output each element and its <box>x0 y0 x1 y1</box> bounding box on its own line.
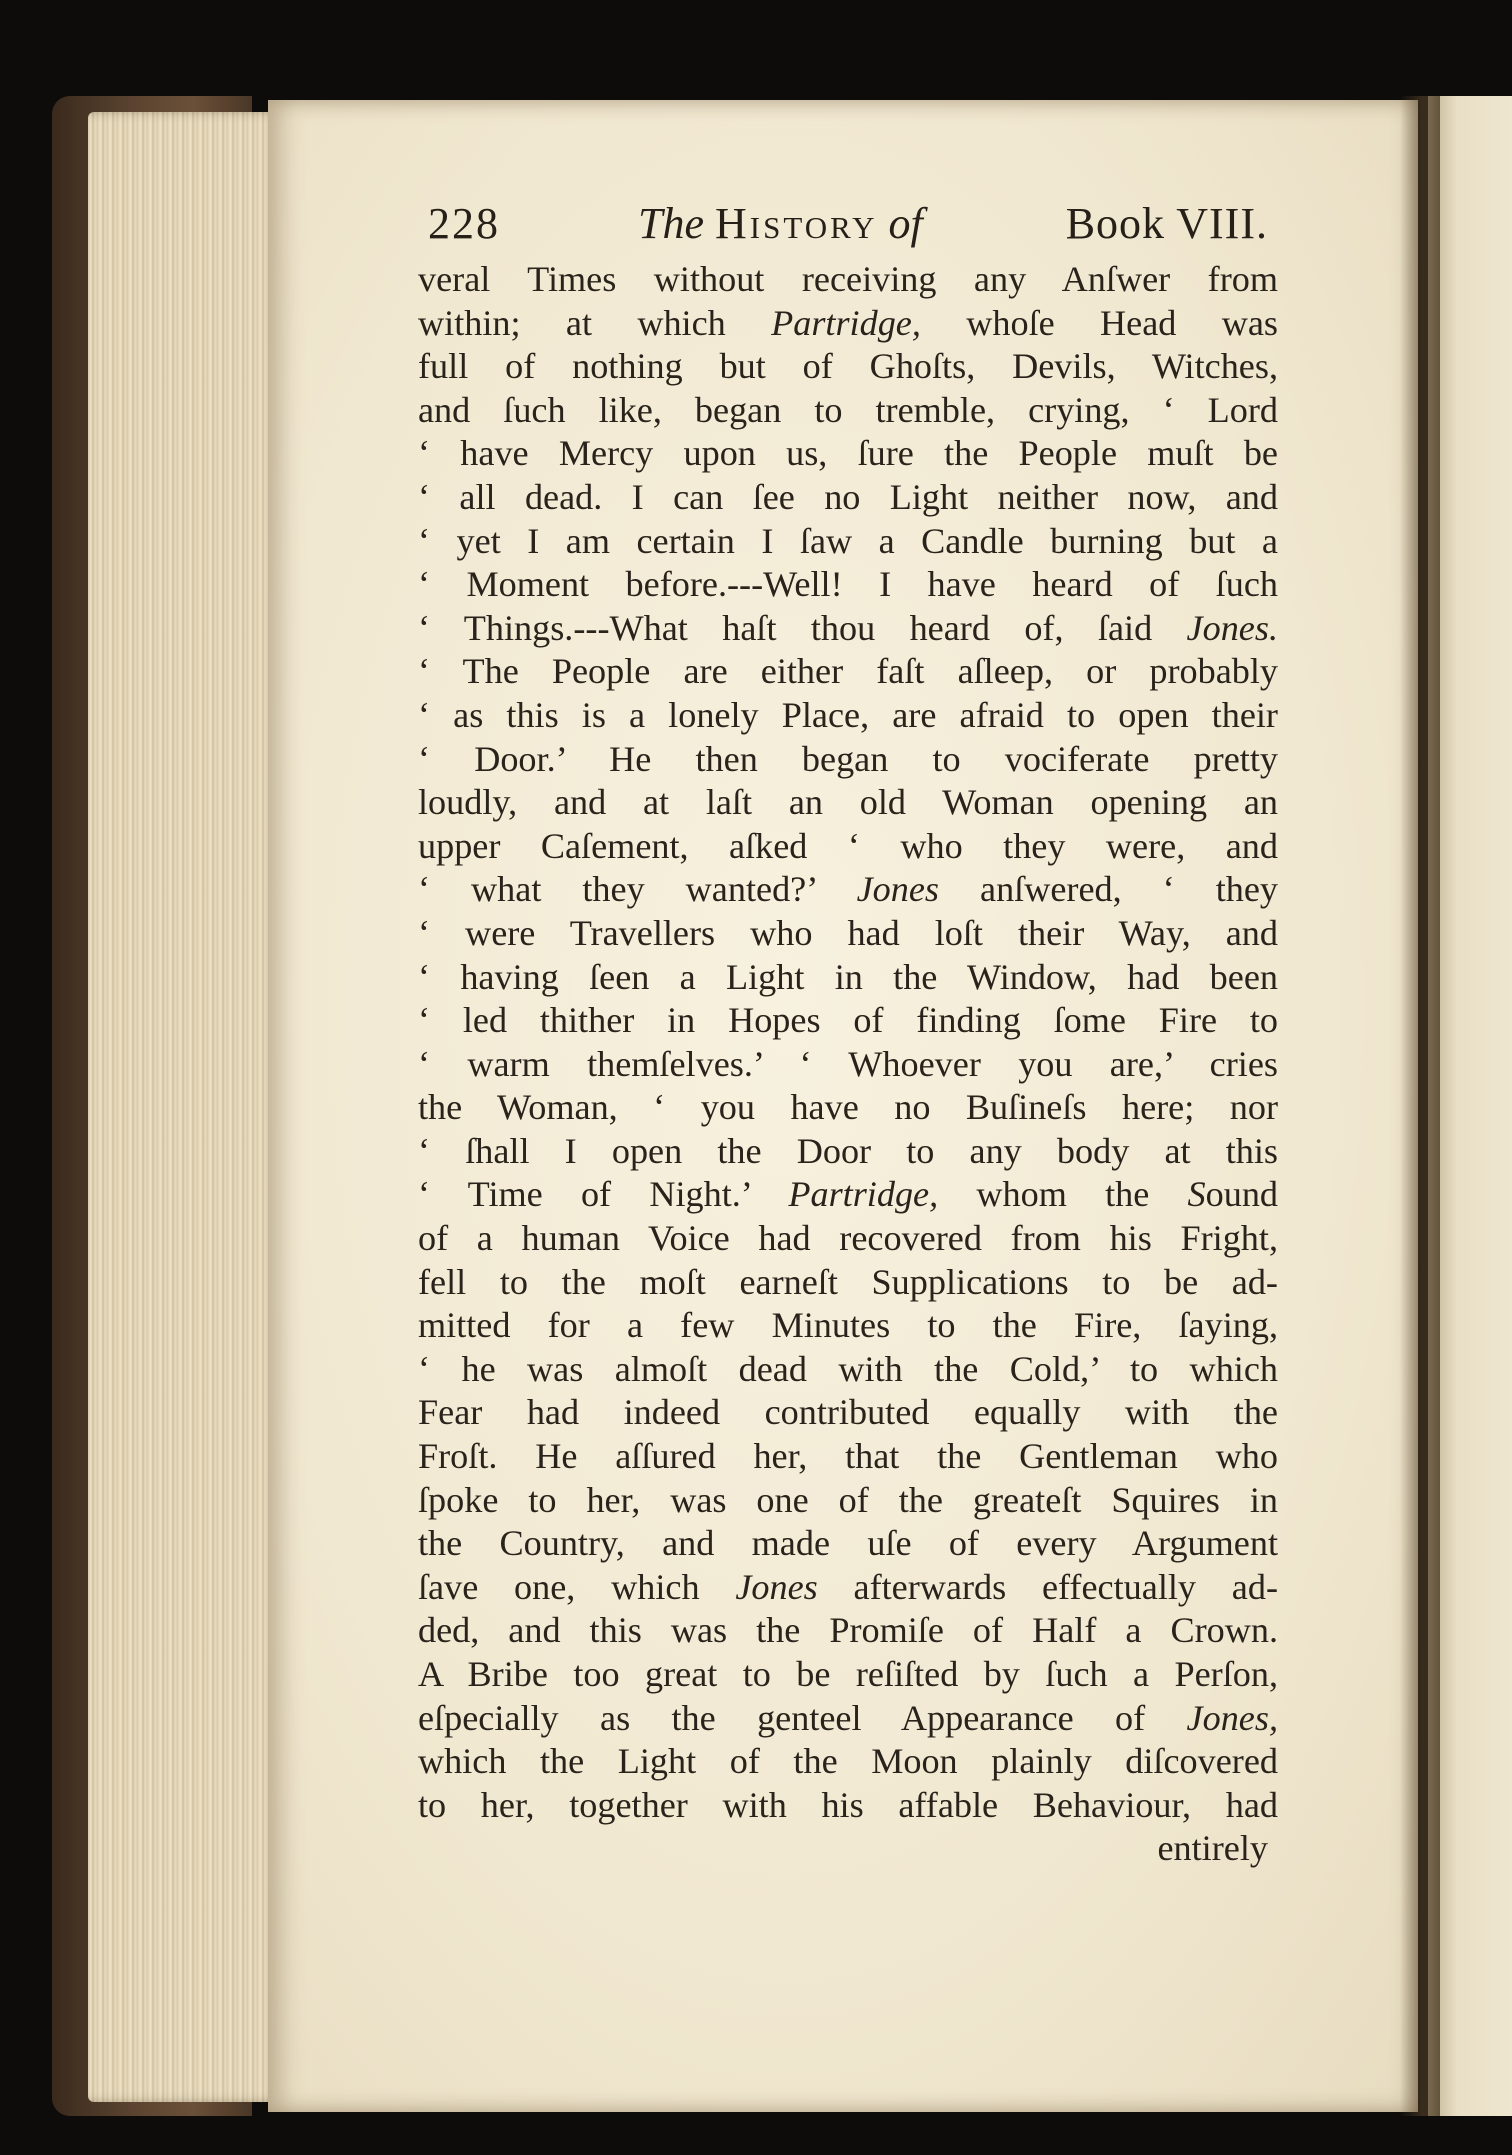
text-line: ‘ what they wanted?’ Jones anſwered, ‘ they <box>418 869 1279 910</box>
running-head <box>428 196 1268 252</box>
text-line: ſave one, which Jones afterwards effectually ad- <box>418 1566 1278 1607</box>
gutter-shadow <box>1400 96 1440 2116</box>
running-title-the: The <box>638 199 704 248</box>
book-page <box>268 100 1418 2112</box>
book-label: Book VIII. <box>1065 199 1268 248</box>
text-line: loudly, and at laſt an old Woman opening an <box>418 782 1278 823</box>
text-line: fell to the moſt earneſt Supplications to be ad- <box>418 1261 1278 1302</box>
text-line: ‘ as this is a lonely Place, are afraid to open their <box>418 694 1278 735</box>
text-line: which the Light of the Moon plainly diſcovered <box>418 1741 1278 1782</box>
text-line: within; at which Partridge, whoſe Head was <box>418 302 1278 343</box>
running-title-history: History <box>715 199 878 248</box>
catchword: entirely <box>1157 1828 1268 1869</box>
text-line: full of nothing but of Ghoſts, Devils, Witches, <box>418 346 1278 387</box>
page-number: 228 <box>428 199 500 248</box>
text-line: the Country, and made uſe of every Argument <box>418 1523 1278 1564</box>
text-line: A Bribe too great to be reſiſted by ſuch a Perſon, <box>418 1654 1278 1694</box>
text-line: the Woman, ‘ you have no Buſineſs here; nor <box>418 1087 1278 1128</box>
text-line: eſpecially as the genteel Appearance of Jones, <box>418 1697 1278 1738</box>
text-line: upper Caſement, aſked ‘ who they were, and <box>418 825 1278 866</box>
text-line: ‘ ſhall I open the Door to any body at this <box>418 1130 1278 1171</box>
text-line: ‘ were Travellers who had loſt their Way, and <box>418 912 1278 953</box>
text-line: ded, and this was the Promiſe of Half a Crown. <box>418 1610 1278 1651</box>
text-line: ‘ Time of Night.’ Partridge, whom the Sound <box>418 1174 1278 1215</box>
text-line: ‘ all dead. I can ſee no Light neither now, and <box>418 476 1278 517</box>
text-line: Fear had indeed contributed equally with the <box>418 1392 1278 1433</box>
text-line: mitted for a few Minutes to the Fire, ſaying, <box>418 1305 1278 1346</box>
text-line: ‘ yet I am certain I ſaw a Candle burning but a <box>418 520 1278 561</box>
text-line: to her, together with his affable Behaviour, had <box>418 1784 1278 1825</box>
facing-page <box>1428 96 1512 2116</box>
text-line: ‘ Things.---What haſt thou heard of, ſaid Jones. <box>418 607 1278 648</box>
text-line: ‘ having ſeen a Light in the Window, had been <box>418 956 1278 997</box>
text-line: ‘ warm themſelves.’ ‘ Whoever you are,’ cries <box>418 1043 1278 1084</box>
text-line: ‘ Door.’ He then began to vociferate pretty <box>418 738 1278 779</box>
page-edges <box>88 112 288 2102</box>
text-line: ‘ led thither in Hopes of finding ſome Fire to <box>418 1000 1278 1041</box>
text-line: veral Times without receiving any Anſwer from <box>418 259 1278 299</box>
text-line: ſpoke to her, was one of the greateſt Squires in <box>418 1479 1278 1520</box>
text-line: ‘ Moment before.---Well! I have heard of ſuch <box>418 564 1278 605</box>
running-title-of: of <box>888 199 923 248</box>
text-line: ‘ The People are either faſt aſleep, or probably <box>418 651 1278 692</box>
text-line: of a human Voice had recovered from his Fright, <box>418 1218 1278 1259</box>
text-line: and ſuch like, began to tremble, crying, ‘ Lord <box>418 389 1278 430</box>
text-line: Froſt. He aſſured her, that the Gentleman who <box>418 1436 1278 1477</box>
body-text <box>418 258 1278 1871</box>
text-line: ‘ he was almoſt dead with the Cold,’ to which <box>418 1348 1278 1389</box>
running-title <box>638 196 923 252</box>
text-line: ‘ have Mercy upon us, ſure the People muſt be <box>418 433 1278 474</box>
